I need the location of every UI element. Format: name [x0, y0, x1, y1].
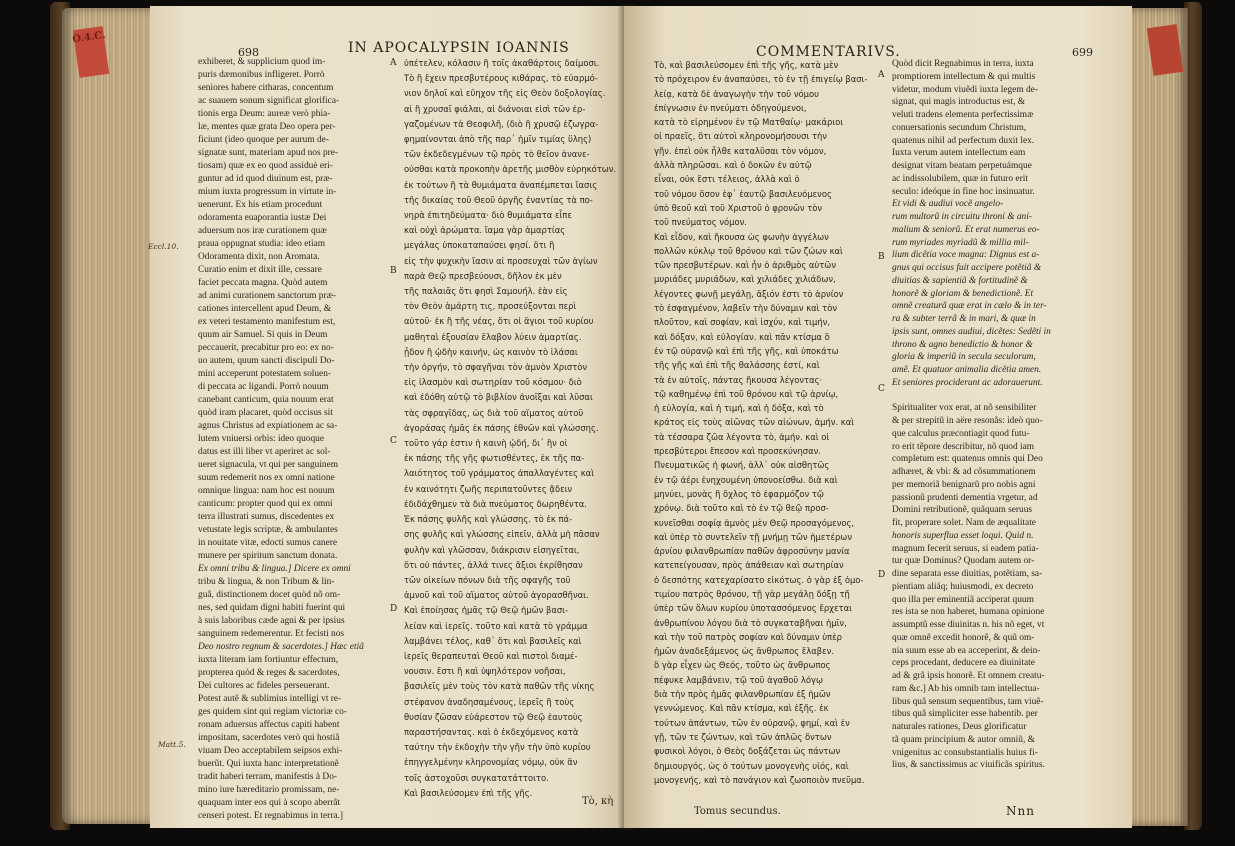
text-line: veluti tradens elementa perfectissimæ — [892, 110, 1034, 120]
text-line: τοῖς ἀστοχοῦσι συγκατατάττοιτο. — [404, 772, 549, 783]
text-line: seculo: ideóque in fine hoc insinuatur. — [892, 186, 1035, 197]
text-line: θυσίαν ζῶσαν εὐάρεστον τῷ Θεῷ ἑαυτοὺς — [404, 711, 583, 722]
text-line: τῶν ἐκδεδεγμένων τῷ πρὸς τὸ θεῖον ἀνανε- — [404, 149, 590, 160]
text-line: πολλῶν κύκλῳ τοῦ θρόνου καὶ τῶν ζώων καὶ — [654, 245, 843, 256]
text-line: κράτος εἰς τοὺς αἰῶνας τῶν αἰώνων, ἀμήν. καὶ — [654, 417, 855, 428]
text-line: ad animi curationem sanctorum præ- — [198, 291, 336, 301]
tome-footer: Tomus secundus. — [694, 806, 781, 817]
text-line: μηνύει, μονὰς ἢ ὄχλος τὸ ἐφαρμόζον τῷ — [654, 488, 824, 499]
text-line: ἐκ τούτων ἢ τὰ θυμιάματα ἀναπέμπεται ἴασις — [404, 179, 598, 190]
text-line: quo illa per eminentiã acciperat quum — [892, 594, 1034, 605]
text-line: censeri potest. Et regnabimus in terra.] — [198, 811, 344, 821]
text-line: & per strepitũ in aëre resonãs: ideò quo- — [892, 416, 1043, 426]
text-line: τῆς παλαιᾶς ὅτι φησὶ Σαμουήλ. ἐὰν εἰς — [404, 286, 568, 297]
text-line: quatenus nihil ad perfectum duxit lex. — [892, 135, 1035, 146]
paper-marker-left — [73, 26, 109, 78]
text-line: per memoriã benignarũ pro nobis agni — [892, 479, 1036, 490]
text-line: σης φυλῆς καὶ γλώσσης εἰπεῖν, ἀλλὰ μὴ πᾶσαν — [404, 529, 600, 540]
text-line: λείᾳ, κατὰ δὲ ἀναγωγὴν τὴν τοῦ νόμου — [654, 88, 819, 99]
text-line: ac indissolubilem, quæ in futuro erit — [892, 173, 1028, 184]
text-line: nia suum esse ab ea acceperint, & dein- — [892, 645, 1041, 656]
text-line: μαθηταὶ ἐξουσίαν ἔλαβον λύειν ἁμαρτίας. — [404, 331, 582, 342]
text-line: πέφυκε λαμβάνειν, τῷ τοῦ ἀγαθοῦ λόγῳ — [654, 674, 823, 685]
text-line: omnẽ creaturã quæ erat in cælo & in ter- — [892, 301, 1047, 312]
section-letter: C — [878, 384, 885, 394]
text-line: tã quam principium & autor omniũ, & — [892, 734, 1035, 745]
text-line: οἱ πραεῖς, ὅτι αὐτοὶ κληρονομήσουσι τὴν — [654, 131, 827, 142]
catchword: Τὸ, κὴ — [582, 796, 614, 807]
text-line: εἰς ἱλασμὸν καὶ σωτηρίαν τοῦ κόσμου· διὸ — [404, 377, 582, 388]
text-line: νιον δηλοῖ καὶ εὔηχον τῆς εἰς Θεὸν δοξολογίας. — [404, 88, 606, 99]
text-line: ronam aduersus affectus capiti habent — [198, 720, 340, 730]
text-line: guntur ad id quod diuinum est, præ- — [198, 174, 333, 184]
text-line: λαιότητος τοῦ γράμματος ἀπαλλαγέντες καὶ — [404, 468, 595, 479]
text-line: χρόνῳ. διὰ τοῦτο καὶ τὸ ἐν τῷ θεῷ προσ- — [654, 503, 829, 514]
text-line: di peccata ac ligandi. Porrò nouum — [198, 382, 329, 392]
text-line: impositam, sacerdotes verò qui hostiã — [198, 733, 340, 743]
text-line: viuam Deo acceptabilem seipsos exhi- — [198, 746, 343, 756]
text-line: ἀμνοῦ καὶ τοῦ αἵματος αὐτοῦ ἀγορασθῆναι. — [404, 590, 589, 601]
text-line: ὁ δεσπότης κατεχαρίσατο εἰκότως. ὁ γὰρ ἐξ ὁμο- — [654, 574, 864, 585]
text-line: ram &c.] Ab his omnib tam intellectua- — [892, 683, 1040, 694]
text-line: Iuxta verum autem intellectum eam — [892, 148, 1026, 159]
text-line: guã, distinctionem docet quòd nõ om- — [198, 590, 341, 600]
text-line: ἐν καινότητι ζωῆς περιπατοῦντες ᾄδειν — [404, 483, 573, 494]
text-line: que calculus præcontiagit quod futu- — [892, 428, 1030, 439]
paper-marker-right — [1147, 24, 1183, 76]
text-line: κατεπείγουσαν, πρὸς ἀπάθειαν καὶ σωτηρίαν — [654, 560, 844, 571]
text-line: diuitias & sapientiã & fortitudinẽ & — [892, 275, 1028, 286]
text-line: ceps procedant, deducere ea diuinitate — [892, 658, 1035, 669]
text-line: ἐπηγγελμένην κληρονομίας νόμῳ, οὐκ ἂν — [404, 757, 578, 768]
text-line: Deo nostro regnum & sacerdotes.] Hæc etiã — [198, 642, 364, 652]
text-line: à suis laboribus cæde agni & per ipsius — [198, 616, 345, 626]
text-line: καὶ οὐχὶ ἀρώματα. ἴαμα γὰρ ἀμαρτίας — [404, 225, 566, 236]
text-line: Domini retributionẽ, quãquam seruus — [892, 505, 1033, 516]
text-line: τῷ καθημένῳ ἐπὶ τοῦ θρόνου καὶ τῷ ἀρνίῳ, — [654, 388, 839, 399]
text-line: malium & seniorũ. Et erat numerus eo- — [892, 224, 1040, 235]
text-line: uo autem, quum sancti discipuli Do- — [198, 356, 335, 366]
text-line: φυσικοὶ λόγοι, ὁ Θεὸς δοξάζεται ὡς πάντων — [654, 746, 841, 757]
text-line: throno & agno benedictio & honor & — [892, 339, 1033, 350]
text-line: μεγάλας ὑποκαταπαύσει φησί. ὅτι ἢ — [404, 240, 555, 251]
text-line: assumptũ esse diuinitas n. his nõ eget, vt — [892, 620, 1045, 630]
text-line: quaquam inter eos qui à scopo aberrãt — [198, 798, 341, 808]
latin-column — [198, 56, 388, 836]
text-line: propterea quòd & reges & sacerdotes, — [198, 668, 340, 678]
text-line: ἐκ πάσης τῆς γῆς φωτισθέντες, ἐκ τῆς πα- — [404, 453, 585, 464]
text-line: quæ omnẽ excedit honorẽ, & quũ om- — [892, 632, 1035, 643]
text-line: μυριάδες μυριάδων, καὶ χιλιάδες χιλιάδων, — [654, 274, 836, 285]
text-line: τὸν Θεὸν ἁμάρτη τις, προσεύξονται περὶ — [404, 301, 577, 312]
text-line: εἶναι, οὐκ ἔστι τέλειος, ἀλλὰ καὶ ὁ — [654, 174, 800, 185]
text-line: ούσθαι κατὰ προκοπὴν ἀρετῆς μισθὸν εὑρηκότων. — [404, 164, 616, 175]
text-line: buerũt. Qui iuxta hanc interpretationẽ — [198, 759, 339, 769]
text-line: Spiritualiter vox erat, at nõ sensibiliter — [892, 403, 1037, 414]
text-line: ra & subter terrã & in mari, & quæ in — [892, 314, 1036, 324]
running-header: COMMENTARIVS. — [756, 44, 901, 60]
text-line: munere per spiritum sanctum donata. — [198, 551, 338, 561]
text-line: τὸ ἐσφαγμένον, λαβεῖν τὴν δύναμιν καὶ τὸν — [654, 303, 838, 314]
text-line: καὶ τὴν τοῦ πατρὸς σοφίαν καὶ δύναμιν ὑπὲρ — [654, 631, 842, 642]
text-line: signatæ sunt, materiam apud nos pre- — [198, 148, 339, 158]
text-line: εἰς τὴν ψυχικὴν ἴασιν αἱ προσευχαὶ τῶν ἁγίων — [404, 255, 598, 266]
page-edges-right — [1128, 8, 1188, 826]
text-line: ἀνθρωπίνου λόγου διὰ τὸ συγκαταβῆναι ἡμῖν, — [654, 617, 847, 628]
text-line: τοῦτο γάρ ἐστιν ἡ καινὴ ᾠδή, δι᾽ ἣν οἱ — [404, 438, 568, 449]
text-line: νουσιν. ἔστι ἢ καὶ ὑψηλότερον νοῆσαι, — [404, 666, 566, 677]
text-line: peccauerit, precabitur pro eo: ex no- — [198, 343, 334, 353]
text-line: τὰς σφραγῖδας, ὡς διὰ τοῦ αἵματος αὐτοῦ — [404, 407, 584, 418]
text-line: κυνεῖσθαι σοφίᾳ ἀμνὸς μὲν Θεῷ προσαγόμενος, — [654, 517, 855, 528]
text-line: aduersum nos iræ curationem quæ — [198, 226, 327, 236]
signature-mark: Nnn — [1006, 804, 1035, 818]
text-line: νηρὰ ἐπιτηδεύματα· διὸ θυμιάματα εἶπε — [404, 210, 572, 221]
text-line: τῶν οἰκείων πόνων διὰ τῆς σφαγῆς τοῦ — [404, 574, 571, 585]
text-line: canticum: propter quod qui ex omni — [198, 499, 333, 509]
text-line: tiosam) quæ ex eo quod assiduè eri- — [198, 161, 333, 171]
text-line: cationes intercellent apud Deum, & — [198, 304, 332, 314]
text-line: γαζομένων τὰ Θεοφιλῆ, (διὸ ἢ χρυσῷ ἐζωγρα- — [404, 118, 599, 129]
section-letter: D — [390, 604, 398, 614]
text-line: odoramenta euaporantia iustæ Dei — [198, 213, 327, 223]
section-letter: B — [878, 252, 885, 262]
text-line: Καὶ βασιλεύσομεν ἐπὶ τῆς γῆς. — [404, 787, 533, 798]
text-line: φυλὴν καὶ γλῶσσαν, διάκρισιν εἰσηγεῖται, — [404, 544, 580, 555]
text-line: completum est: quatenus omnis qui Deo — [892, 454, 1043, 465]
latin-column — [892, 58, 1100, 798]
text-line: καὶ δόξαν, καὶ εὐλογίαν. καὶ πᾶν κτίσμα ὃ — [654, 331, 830, 342]
section-letter: C — [390, 436, 397, 446]
page-edges-left — [62, 8, 156, 824]
text-line: rum multorũ in circuitu throni & ani- — [892, 212, 1032, 222]
text-line: καὶ ἐδόθη αὐτῷ τὸ βιβλίον ἀνοῖξαι καὶ λῦσαι — [404, 392, 593, 403]
text-line: tionis erga Deum: aureæ verò phia- — [198, 109, 331, 119]
text-line: ac suauem sonum significat glorifica- — [198, 96, 340, 106]
text-line: Dei cultores ac fideles perseuerant. — [198, 681, 330, 691]
text-line: ἡ εὐλογία, καὶ ἡ τιμή, καὶ ἡ δόξα, καὶ τὸ — [654, 403, 824, 414]
text-line: sanguinem redemerentur. Et fecisti nos — [198, 629, 345, 639]
text-line: στέφανον ἀναδησαμένους, ἱερεῖς ἢ τοὺς — [404, 696, 575, 707]
text-line: Τὸ, καὶ βασιλεύσομεν ἐπὶ τῆς γῆς, κατὰ μὲν — [654, 60, 839, 70]
text-line: nes, sed quidam digni habiti fuerint qui — [198, 603, 346, 613]
text-line: ἐν τῷ ἀέρι ἐνηχουμένη ὑπονοείσθω. διὰ καὶ — [654, 474, 838, 485]
text-line: τὰ τέσσαρα ζῶα λέγοντα τὸ, ἀμήν. καὶ οἱ — [654, 431, 830, 442]
text-line: πρεσβύτεροι ἔπεσον καὶ προσεκύνησαν. — [654, 446, 821, 457]
text-line: dine separata esse diuitias, potẽtiam, sa- — [892, 569, 1043, 579]
right-page — [624, 6, 1132, 828]
text-line: canebant canticum, quia nouum erat — [198, 395, 334, 405]
text-line: tibus quã simpliciter esse habentib. per — [892, 709, 1038, 720]
text-line: διὰ τὴν πρὸς ἡμᾶς φιλανθρωπίαν ἐξ ἡμῶν — [654, 689, 831, 700]
text-line: Odoramenta dixit, non Aromata. — [198, 252, 320, 262]
text-line: iuxta literam iam fortiuntur effectum, — [198, 655, 339, 665]
text-line: λαμβάνει τέλος, καθ᾽ ὅτι καὶ βασιλεῖς καὶ — [404, 635, 582, 646]
text-line: datus est illi liber vt aperiret ac sol- — [198, 447, 331, 457]
text-line — [892, 390, 1100, 403]
margin-note: Eccl.10. — [148, 242, 179, 251]
text-line: vnigenitus ac consubstantialis huius fi- — [892, 747, 1038, 758]
text-line: λέγοντες φωνῇ μεγάλῃ, ἄξιόν ἐστι τὸ ἀρνίον — [654, 288, 844, 299]
left-page — [150, 6, 636, 828]
section-letter: D — [878, 570, 886, 580]
text-line: tradit haberi terram, manifestis à Do- — [198, 772, 338, 782]
running-header: IN APOCALYPSIN IOANNIS — [348, 40, 570, 56]
text-line: Curatio enim et dixit ille, cessare — [198, 265, 322, 275]
text-line: ᾖδον ἢ ᾠδὴν καινήν, ὡς καινὸν τὸ ἱλάσαι — [404, 346, 578, 357]
text-line: omnique lingua: nam hoc est nouum — [198, 486, 335, 496]
text-line: τούτων ἁπάντων, τῶν ἐν οὐρανῷ, φημί, καὶ ἐν — [654, 717, 850, 728]
text-line: γῇ, τῶν τε ζώντων, καὶ τῶν ἀπλῶς ὄντων — [654, 731, 832, 742]
text-line: gnus qui occisus fuit accipere potẽtiã & — [892, 263, 1042, 273]
text-line: γεννώμενος. Καὶ πᾶν κτίσμα, καὶ ἑξῆς. ἐκ — [654, 703, 829, 714]
text-line: exhiberet, & supplicium quod im- — [198, 57, 326, 67]
text-line: signat, qui magis introductus est, & — [892, 97, 1026, 108]
text-line: ad & grã ipsis honorẽ. Et omnem creatu- — [892, 671, 1045, 681]
text-line: tribu & lingua, & non Tribum & lin- — [198, 577, 335, 587]
text-line: τῆς γῆς καὶ ἐπὶ τῆς θαλάσσης ἐστί, καὶ — [654, 360, 820, 371]
text-line: puris dæmonibus infligeret. Porrò — [198, 70, 325, 80]
text-line: lutem vniuersi orbis: ideo quoque — [198, 434, 325, 444]
text-line: ueret signacula, vt qui per sanguinem — [198, 460, 339, 470]
page-number: 699 — [1072, 46, 1093, 59]
text-line: ὑπὲρ τῶν ὅλων κυρίου ὑποτασσόμενος ἔρχεται — [654, 603, 852, 614]
text-line: παρὰ Θεῷ πρεσβεύουσι, δῆλον ἐκ μὲν — [404, 270, 562, 281]
marker-label: O.4.C. — [71, 29, 107, 46]
text-line: passionũ prudenti dementia vrgetur, ad — [892, 492, 1038, 503]
text-line: τὴν ὀργήν, τὸ σφαγῆναι τὸν ἀμνὸν Χριστὸν — [404, 362, 588, 373]
text-line: agnus Christus ad expiationem ac sa- — [198, 421, 338, 431]
text-line: promptiorem intellectum & qui multis — [892, 71, 1036, 82]
text-line: quum air Samuel. Si quis in Deum — [198, 330, 328, 340]
text-line: ὅτι οὐ πάντες, ἀλλά τινες ἄξιοι ἐκρίθησαν — [404, 559, 583, 570]
text-line: Ἐκ πάσης φυλῆς καὶ γλώσσης. τὸ ἐκ πά- — [404, 514, 573, 525]
text-line: ἡμῶν ἀναδεξάμενος ὡς ἄνθρωπος ἔλαβεν. — [654, 646, 834, 657]
text-line: faciet peccata magna. Quòd autem — [198, 278, 328, 288]
text-line: pientiam aliáq; huiusmodi, ex decreto — [892, 581, 1034, 592]
text-line: κατὰ τὸ εἰρημένον ἐν τῷ Ματθαίῳ· μακάριοι — [654, 117, 844, 128]
text-line: quòd iram placaret, quòd occisus sit — [198, 408, 333, 418]
text-line: ὑπὸ θεοῦ καὶ τοῦ Χριστοῦ ὁ φρονῶν τὸν — [654, 202, 823, 213]
text-line: honorẽ & gloriam & benedictionẽ. Et — [892, 288, 1034, 299]
text-line: τοῦ πνεύματος νόμον. — [654, 217, 747, 228]
text-line: mini acceperunt potestatem soluen- — [198, 369, 332, 379]
text-line: Quòd dicit Regnabimus in terra, iuxta — [892, 59, 1034, 69]
section-letter: A — [878, 70, 885, 80]
text-line: παραστήσαντας. καὶ ὁ ἐκδεχόμενος κατὰ — [404, 726, 579, 737]
text-line: vetustate legis scriptæ, & ambulantes — [198, 525, 338, 535]
text-line: Πνευματικῶς ἡ φωνή, ἀλλ᾽ οὐκ αἰσθητῶς — [654, 460, 830, 471]
text-line: libus quã sensum sequentibus, tam viuẽ- — [892, 696, 1044, 707]
margin-note: Matt.5. — [158, 740, 186, 749]
greek-column — [404, 56, 616, 836]
text-line: ipsis sunt, omnes audiui, dicẽtes: Sedẽti in — [892, 326, 1051, 337]
text-line: ὑπέτελεν, κόλασιν ἢ τοῖς ἀκαθάρτοις δαίμοσι. — [404, 58, 600, 68]
text-line: δημιουργός, ὡς ὁ τούτων μονογενὴς υἱός, καὶ — [654, 760, 849, 771]
text-line: lius, & sanctissimus ac viuificãs spiritus. — [892, 760, 1045, 771]
text-line: magnum fecerit seruus, si eadem patia- — [892, 543, 1039, 554]
text-line: mium iuxta progressum in virtute in- — [198, 187, 337, 197]
text-line: ἀρνίου φιλανθρωπίαν παθῶν ἀφροσύνην μανία — [654, 546, 850, 557]
text-line: honoris superflua esset loqui. Quid n. — [892, 530, 1034, 541]
text-line: τῆς δικαίας τοῦ Θεοῦ ὀργῆς ἐναντίας τὰ πο- — [404, 194, 593, 205]
text-line: Καὶ εἶδον, καὶ ἤκουσα ὡς φωνὴν ἀγγέλων — [654, 231, 829, 242]
text-line: ro erit tẽpore describitur, nõ quod iam — [892, 441, 1035, 452]
text-line: ἀγοράσας ἡμᾶς ἐκ πάσης ἐθνῶν καὶ γλώσσης. — [404, 422, 599, 433]
text-line: ἐδιδάχθημεν τὰ διὰ πνεύματος δωρηθέντα. — [404, 498, 587, 509]
text-line: ἐπίγνωσιν ἐν πνεύματι ὁδηγούμενοι, — [654, 102, 807, 113]
text-line: suum redemerit nos ex omni natione — [198, 473, 335, 483]
text-line: τὰ ἐν αὐτοῖς, πάντας ἤκουσα λέγοντας· — [654, 374, 823, 385]
text-line: praua oppugnat studia: ideo etiam — [198, 239, 326, 249]
text-line: ἱερεῖς θεραπευταὶ Θεοῦ καὶ πιστοὶ διαμέ- — [404, 650, 578, 661]
text-line: Ex omni tribu & lingua.] Dicere ex omni — [198, 564, 351, 574]
text-line: tur quæ Dominus? Quodam autem or- — [892, 556, 1035, 567]
text-line: videtur, modum viuẽdi iuxta legem de- — [892, 84, 1038, 95]
text-line: Et seniores prociderunt ac adorauerunt. — [892, 377, 1043, 388]
text-line: seniores habere citharas, concentum — [198, 83, 334, 93]
text-line: αἱ ἢ χρυσαῖ φιάλαι, αἱ διάνοιαι εἰσὶ τῶν ἐρ- — [404, 103, 586, 114]
text-line: fit, properare solet. Nam de æqualitate — [892, 518, 1036, 528]
text-line: designat vitam beatam perpetuámque — [892, 161, 1032, 171]
text-line: adhæret, & vbi: & ad cõsummationem — [892, 467, 1036, 477]
text-line: conuersationis secundum Christum, — [892, 122, 1027, 133]
section-letter: A — [390, 58, 397, 68]
text-line: res ista se non haberet, humana opinione — [892, 607, 1045, 618]
text-line: μονογενής, καὶ τὸ πανάγιον καὶ ζωοποιὸν πνεῦμα. — [654, 774, 865, 785]
text-line: Potest autẽ & sublimius intelligi vt re- — [198, 694, 342, 704]
text-line: mino iure hæreditario promissam, ne- — [198, 785, 340, 795]
text-line: λείαν καὶ ἱερεῖς. τοῦτο καὶ κατὰ τὸ γράμμα — [404, 620, 588, 631]
text-line: lium dicẽtia voce magna: Dignus est a- — [892, 250, 1040, 261]
text-line: Καὶ ἐποίησας ἡμᾶς τῷ Θεῷ ἡμῶν βασι- — [404, 605, 569, 616]
text-line: naturales rationes, Deus glorificatur — [892, 722, 1027, 732]
text-line: Τὸ ἢ ἔχειν πρεσβυτέρους κιθάρας, τὸ εὐαρμό- — [404, 73, 598, 84]
text-line: in nouitate vitæ, edocti sumus canere — [198, 538, 338, 548]
text-line: Et vidi & audiui vocẽ angelo- — [892, 199, 1004, 210]
text-line: terra illustrati sumus, discedentes ex — [198, 512, 335, 522]
text-line: ἐν τῷ οὐρανῷ καὶ ἐπὶ τῆς γῆς, καὶ ὑποκάτω — [654, 345, 839, 356]
text-line: ταύτην τὴν ἐκδοχὴν τὴν γῆν τὴν ὑπὸ κυρίου — [404, 742, 591, 753]
text-line: πλοῦτον, καὶ σοφίαν, καὶ ἰσχύν, καὶ τιμήν, — [654, 317, 830, 328]
text-line: φημαίνονται ἀπὸ τῆς παρ᾽ ἡμῖν τιμίας ὕλης) — [404, 134, 592, 145]
text-line: uenerunt. Ex his etiam procedunt — [198, 200, 323, 210]
text-line: ges quidem sint qui regiam victoriæ co- — [198, 707, 347, 717]
text-line: amẽ. Et quatuor animalia dicẽtia amen. — [892, 365, 1042, 375]
text-line: ficiunt (ideo quoque per aurum de- — [198, 135, 329, 145]
text-line: αὐτοῦ· ἐκ ἢ τῆς νέας, ὅτι οἱ ἅγιοι τοῦ κυρίου — [404, 316, 594, 327]
text-line: gloria & imperiũ in secula seculorum, — [892, 352, 1036, 363]
text-line: rum myriades myriadũ & millia mil- — [892, 237, 1029, 248]
text-line: τοῦ νόμου ὅσον ἐφ᾽ ἑαυτῷ βασιλευόμενος — [654, 188, 832, 199]
text-line: ex veteri testamento manifestum est, — [198, 317, 336, 327]
text-line: βασιλεῖς μὲν τοὺς τὸν κατὰ παθῶν τῆς νίκης — [404, 681, 595, 692]
text-line: τιμίου πατρὸς θρόνου, τῇ γὰρ μεγάλῃ δόξῃ τῇ — [654, 588, 850, 599]
text-line: τῶν πρεσβυτέρων. καὶ ἦν ὁ ἀριθμὸς αὐτῶν — [654, 260, 836, 271]
text-line: ἀλλὰ πληρῶσαι. καὶ ὁ δοκῶν ἐν αὐτῷ — [654, 160, 812, 171]
greek-column — [654, 58, 880, 828]
text-line: ὃ γὰρ εἶχεν ὡς Θεός, τοῦτο ὡς ἄνθρωπος — [654, 660, 831, 671]
text-line: καὶ ὑπὲρ τὸ συντελεῖν τῇ μνήμῃ τῶν ἡμετέρων — [654, 531, 852, 542]
text-line: læ, mentes quæ grata Deo opera per- — [198, 122, 336, 132]
page-number: 698 — [238, 46, 259, 59]
section-letter: B — [390, 266, 397, 276]
text-line: γῆν. ἐπεὶ οὐκ ἦλθε καταλῦσαι τὸν νόμον, — [654, 145, 827, 156]
text-line: τὸ πρόχειρον ἐν ἀναπαύσει, τὸ ἐν τῇ ἐπιγείῳ βασι- — [654, 74, 868, 85]
